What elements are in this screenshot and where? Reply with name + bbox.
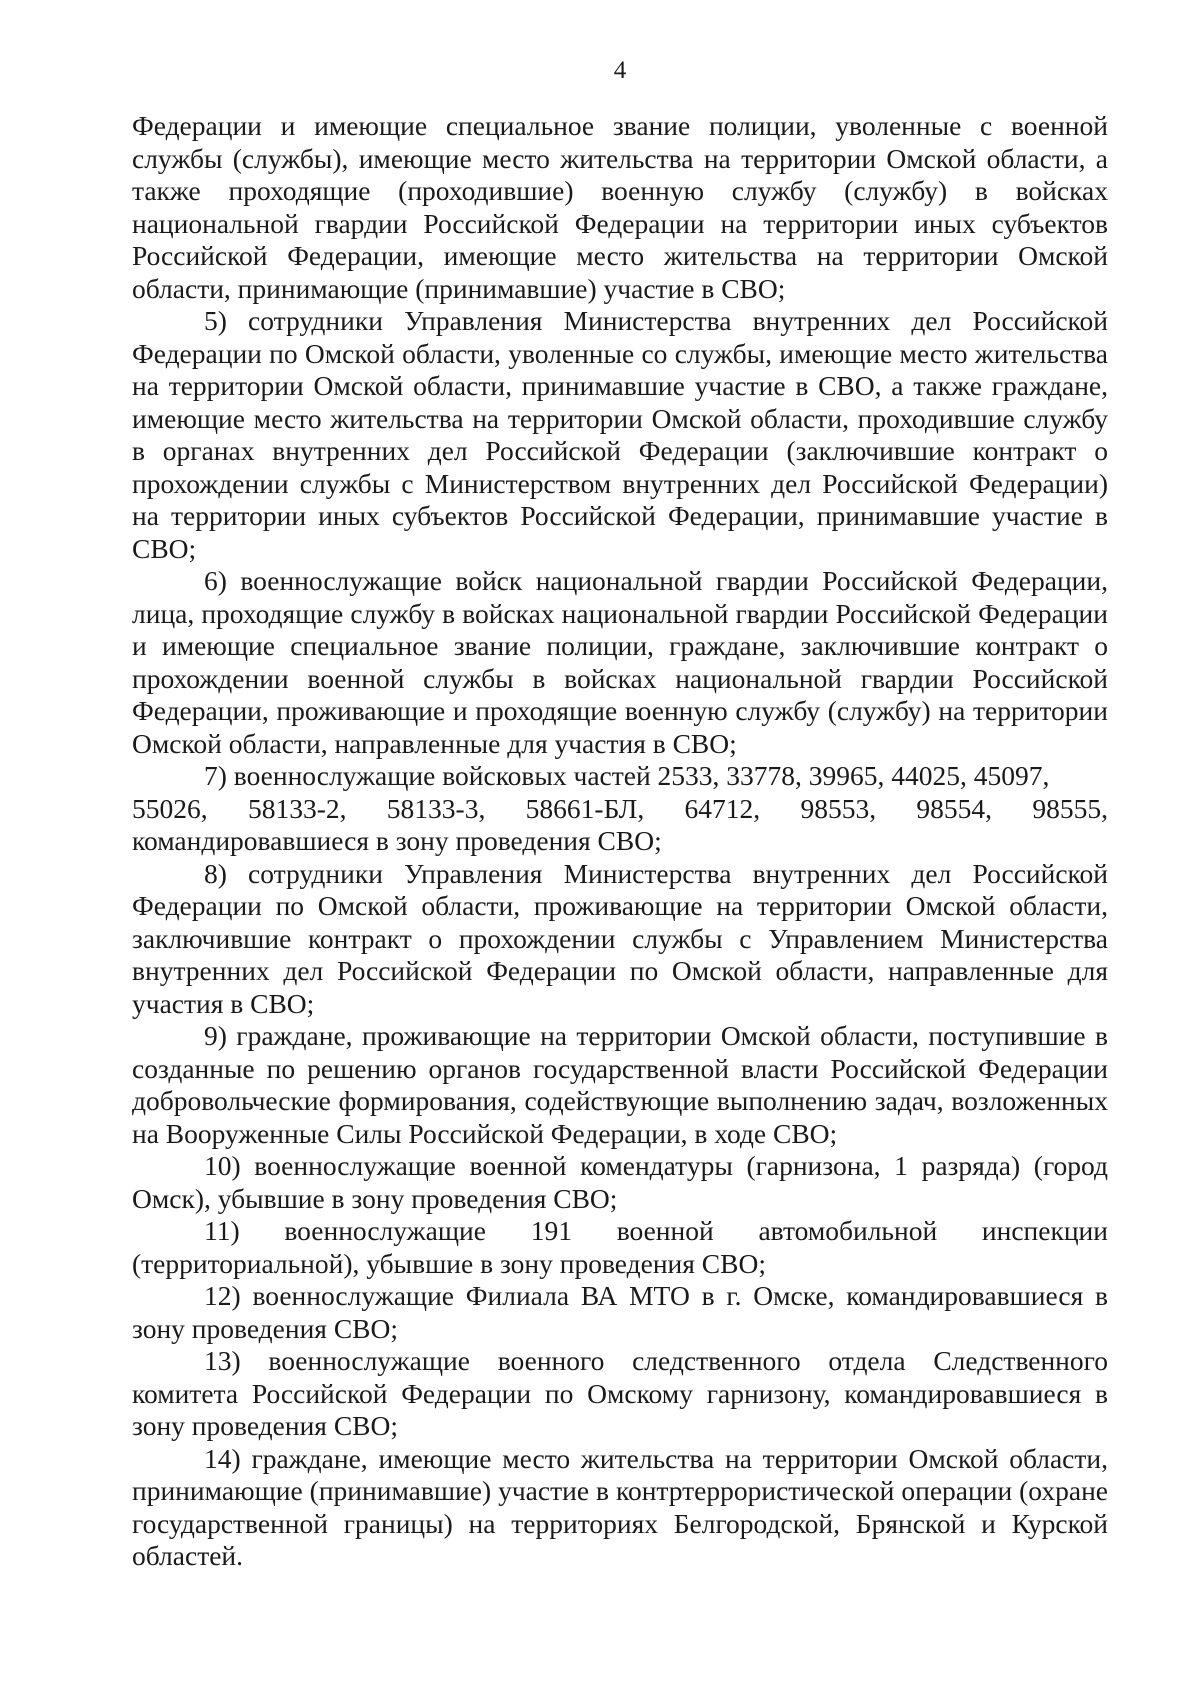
list-item-8: 8) сотрудники Управления Министерства внутренних дел Российской Федерации по Омской области, проживающие на территории Омской области, заключившие контракт о прохождении службы с Управлением Министерства внутренних дел Российской Федерации по Омской области, направленные для участия в СВО;: [132, 857, 1108, 1019]
list-item-11: 11) военнослужащие 191 военной автомобильной инспекции (территориальной), убывшие в зону проведения СВО;: [132, 1215, 1108, 1279]
unit-number: 55026,: [132, 792, 208, 824]
list-item-7-line-3: командировавшиеся в зону проведения СВО;: [132, 825, 662, 856]
unit-number: 64712,: [684, 792, 761, 824]
document-body: [132, 110, 1108, 1573]
list-item-10: 10) военнослужащие военной комендатуры (гарнизона, 1 разряда) (город Омск), убывшие в зону проведения СВО;: [132, 1150, 1108, 1214]
list-item-9: 9) граждане, проживающие на территории Омской области, поступившие в созданные по решению органов государственной власти Российской Федерации добровольческие формирования, содействующие выполнению задач, возложенных на Вооруженные Силы Российской Федерации, в ходе СВО;: [132, 1020, 1108, 1149]
list-item-13: 13) военнослужащие военного следственного отдела Следственного комитета Российской Федерации по Омскому гарнизону, командировавшиеся в зону проведения СВО;: [132, 1345, 1108, 1441]
list-item-7-line-1: 7) военнослужащие войсковых частей 2533, 33778, 39965, 44025, 45097,: [204, 760, 1050, 791]
military-units-line: [132, 793, 1108, 826]
list-item-14: 14) граждане, имеющие место жительства на территории Омской области, принимающие (принимавшие) участие в контртеррористической операции (охране государственной границы) на территориях Белгородской, Брянской и Курской областей.: [132, 1442, 1108, 1571]
paragraph-continuation: Федерации и имеющие специальное звание полиции, уволенные с военной службы (службы), имеющие место жительства на территории Омской области, а также проходящие (проходившие) военную службу (службу) в войсках национальной гвардии Российской Федерации на территории иных субъектов Российской Федерации, имеющие место жительства на территории Омской области, принимающие (принимавшие) участие в СВО;: [132, 110, 1108, 304]
list-item-6: 6) военнослужащие войск национальной гвардии Российской Федерации, лица, проходящие службу в войсках национальной гвардии Российской Федерации и имеющие специальное звание полиции, граждане, заключившие контракт о прохождении военной службы в войсках национальной гвардии Российской Федерации, проживающие и проходящие военную службу (службу) на территории Омской области, направленные для участия в СВО;: [132, 565, 1108, 759]
unit-number: 98555,: [1032, 792, 1108, 824]
unit-number: 58133-3,: [386, 792, 486, 824]
page-number: 4: [613, 57, 627, 84]
unit-number: 98554,: [916, 792, 993, 824]
list-item-7: [132, 760, 1108, 858]
list-item-5: 5) сотрудники Управления Министерства внутренних дел Российской Федерации по Омской области, уволенные со службы, имеющие место жительства на территории Омской области, принимавшие участие в СВО, а также граждане, имеющие место жительства на территории Омской области, проходившие службу в органах внутренних дел Российской Федерации (заключившие контракт о прохождении службы с Министерством внутренних дел Российской Федерации) на территории иных субъектов Российской Федерации, принимавшие участие в СВО;: [132, 305, 1108, 564]
unit-number: 58133-2,: [247, 792, 347, 824]
list-item-12: 12) военнослужащие Филиала ВА МТО в г. Омске, командировавшиеся в зону проведения СВО;: [132, 1280, 1108, 1344]
unit-number: 98553,: [800, 792, 877, 824]
unit-number: 58661-БЛ,: [525, 792, 645, 824]
